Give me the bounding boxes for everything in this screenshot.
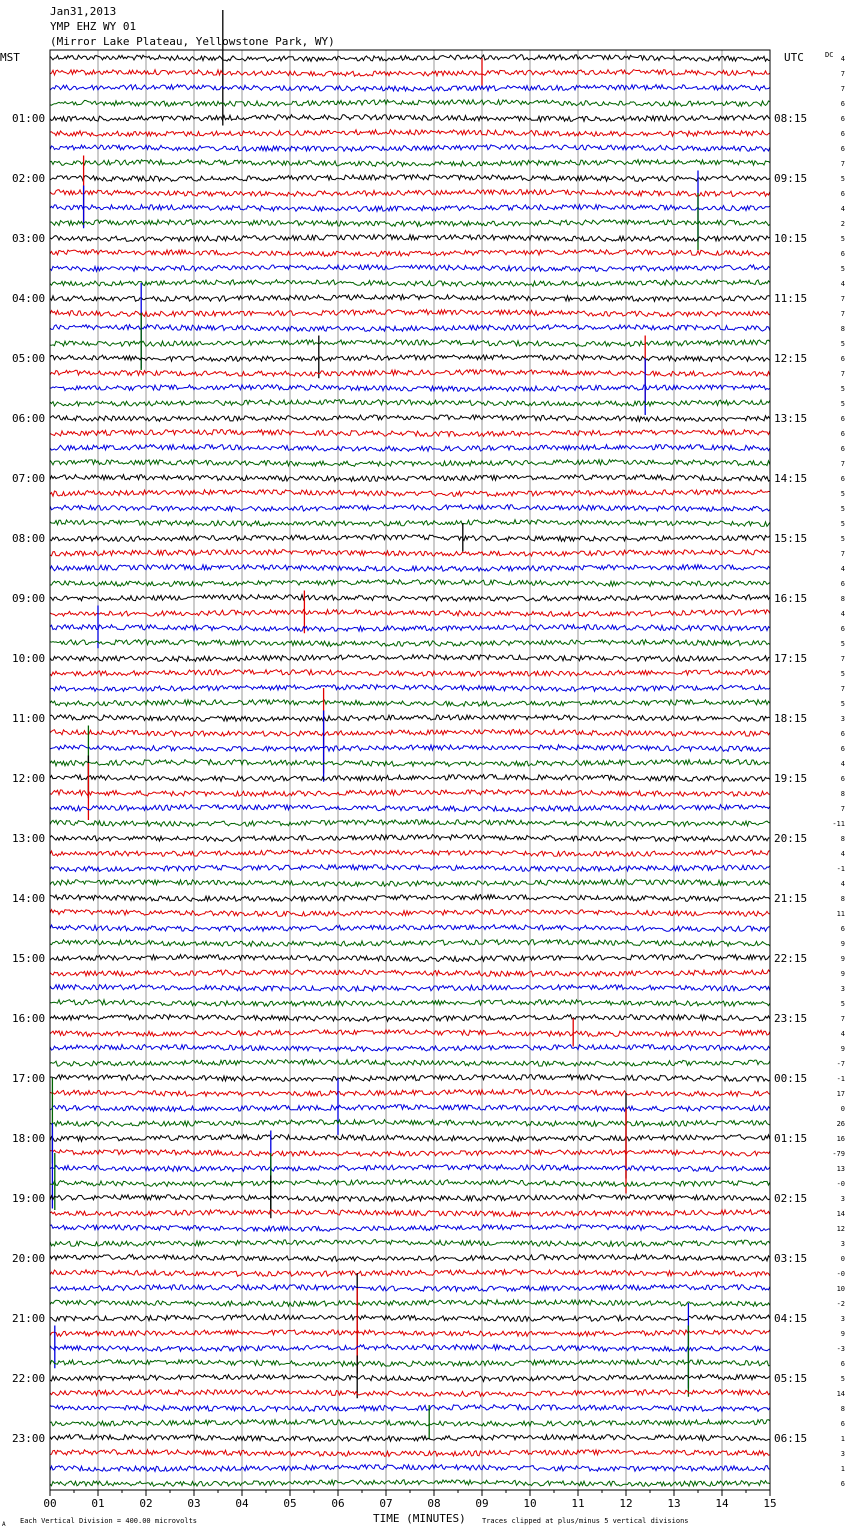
- trace-58: [50, 925, 770, 932]
- utc-hour-label: 03:15: [774, 1252, 808, 1265]
- trace-26: [50, 445, 770, 452]
- mst-hour-label: 13:00: [12, 832, 46, 845]
- utc-hour-label: 00:15: [774, 1072, 808, 1085]
- dc-offset-label: 5: [840, 1000, 845, 1008]
- dc-offset-label: 4: [840, 205, 845, 213]
- dc-offset-label: 6: [840, 745, 845, 753]
- dc-offset-label: 5: [840, 640, 845, 648]
- trace-80: [50, 1255, 770, 1262]
- mst-hour-label: 09:00: [12, 592, 46, 605]
- trace-8: [50, 175, 770, 182]
- trace-64: [50, 1015, 770, 1022]
- trace-12: [50, 235, 770, 242]
- dc-offset-label: 16: [836, 1135, 845, 1143]
- utc-hour-label: 09:15: [774, 172, 808, 185]
- trace-0: [50, 55, 770, 62]
- dc-offset-label: 6: [840, 625, 845, 633]
- dc-offset-label: 26: [836, 1120, 845, 1128]
- trace-42: [50, 685, 770, 692]
- dc-offset-label: 4: [840, 565, 845, 573]
- trace-46: [50, 745, 770, 752]
- trace-72: [50, 1135, 770, 1142]
- trace-35: [50, 580, 770, 587]
- dc-offset-label: 8: [840, 595, 845, 603]
- utc-hour-label: 08:15: [774, 112, 808, 125]
- trace-85: [50, 1330, 770, 1337]
- mst-hour-label: 01:00: [12, 112, 46, 125]
- trace-70: [50, 1105, 770, 1112]
- trace-90: [50, 1405, 770, 1412]
- mst-hour-label: 02:00: [12, 172, 46, 185]
- dc-offset-label: 6: [840, 1420, 845, 1428]
- trace-3: [50, 100, 770, 107]
- trace-24: [50, 415, 770, 421]
- trace-49: [50, 790, 770, 797]
- x-axis-label: TIME (MINUTES): [373, 1512, 466, 1525]
- dc-offset-label: 7: [840, 805, 845, 813]
- dc-offset-label: 6: [840, 415, 845, 423]
- trace-62: [50, 985, 770, 992]
- trace-28: [50, 475, 770, 482]
- dc-offset-label: 8: [840, 790, 845, 798]
- utc-hour-label: 02:15: [774, 1192, 808, 1205]
- trace-16: [50, 295, 770, 302]
- station-location: (Mirror Lake Plateau, Yellowstone Park, WY): [50, 35, 335, 48]
- dc-offset-label: 6: [840, 145, 845, 153]
- mst-hour-label: 20:00: [12, 1252, 46, 1265]
- dc-offset-label: 6: [840, 775, 845, 783]
- trace-61: [50, 970, 770, 976]
- trace-22: [50, 385, 770, 392]
- dc-offset-label: 6: [840, 475, 845, 483]
- trace-74: [50, 1165, 770, 1172]
- utc-hour-label: 11:15: [774, 292, 808, 305]
- trace-57: [50, 910, 770, 917]
- mst-hour-label: 19:00: [12, 1192, 46, 1205]
- trace-21: [50, 370, 770, 377]
- trace-88: [50, 1375, 770, 1382]
- record-date: Jan31,2013: [50, 5, 117, 18]
- trace-60: [50, 955, 770, 962]
- trace-63: [50, 1000, 770, 1007]
- dc-offset-label: 5: [840, 235, 845, 243]
- dc-offset-label: 7: [840, 685, 845, 693]
- trace-67: [50, 1060, 770, 1067]
- dc-offset-label: 4: [840, 280, 845, 288]
- dc-offset-label: -1: [836, 1075, 845, 1083]
- dc-offset-label: 10: [836, 1285, 845, 1293]
- x-tick-label: 07: [379, 1497, 393, 1510]
- x-tick-label: 10: [523, 1497, 537, 1510]
- dc-offset-label: 4: [840, 850, 845, 858]
- dc-offset-label: 4: [840, 1030, 845, 1038]
- dc-offset-label: 5: [840, 490, 845, 498]
- trace-34: [50, 565, 770, 572]
- dc-offset-label: 3: [840, 985, 845, 993]
- trace-32: [50, 535, 770, 542]
- trace-45: [50, 730, 770, 737]
- plot-frame: [50, 50, 770, 1490]
- footer-clip: Traces clipped at plus/minus 5 vertical divisions: [482, 1517, 689, 1525]
- dc-offset-label: -79: [832, 1150, 845, 1158]
- dc-offset-label: -1: [836, 865, 845, 873]
- dc-offset-label: -11: [832, 820, 845, 828]
- dc-offset-label: 6: [840, 445, 845, 453]
- footer-scale: Each Vertical Division = 400.00 microvolts: [20, 1517, 198, 1525]
- trace-5: [50, 130, 770, 137]
- dc-offset-label: 9: [840, 940, 845, 948]
- dc-offset-label: -3: [836, 1345, 845, 1353]
- dc-offset-label: 5: [840, 265, 845, 273]
- trace-83: [50, 1300, 770, 1307]
- trace-92: [50, 1435, 770, 1442]
- trace-59: [50, 940, 770, 947]
- trace-2: [50, 85, 770, 92]
- dc-offset-label: 5: [840, 385, 845, 393]
- utc-hour-label: 04:15: [774, 1312, 808, 1325]
- trace-39: [50, 640, 770, 647]
- dc-offset-label: 4: [840, 760, 845, 768]
- trace-41: [50, 670, 770, 677]
- trace-93: [50, 1450, 770, 1457]
- trace-79: [50, 1240, 770, 1247]
- trace-68: [50, 1075, 770, 1082]
- trace-4: [50, 115, 770, 122]
- trace-53: [50, 850, 770, 857]
- dc-offset-label: 8: [840, 835, 845, 843]
- utc-hour-label: 21:15: [774, 892, 808, 905]
- trace-25: [50, 430, 770, 437]
- trace-13: [50, 250, 770, 257]
- dc-offset-label: -0: [836, 1270, 845, 1278]
- mst-hour-label: 15:00: [12, 952, 46, 965]
- mst-hour-label: 16:00: [12, 1012, 46, 1025]
- mst-hour-label: 10:00: [12, 652, 46, 665]
- trace-44: [50, 715, 770, 722]
- left-axis-title: MST: [0, 51, 20, 64]
- utc-hour-label: 17:15: [774, 652, 808, 665]
- trace-36: [50, 595, 770, 602]
- dc-offset-label: 7: [840, 550, 845, 558]
- dc-offset-label: 4: [840, 880, 845, 888]
- mst-hour-label: 23:00: [12, 1432, 46, 1445]
- dc-offset-label: 9: [840, 1330, 845, 1338]
- dc-offset-label: 5: [840, 520, 845, 528]
- trace-47: [50, 760, 770, 767]
- utc-hour-label: 20:15: [774, 832, 808, 845]
- dc-offset-label: 11: [836, 910, 845, 918]
- trace-55: [50, 880, 770, 887]
- mst-hour-label: 21:00: [12, 1312, 46, 1325]
- utc-hour-label: 18:15: [774, 712, 808, 725]
- dc-offset-label: 6: [840, 1360, 845, 1368]
- trace-77: [50, 1210, 770, 1217]
- seismic-traces: [50, 10, 770, 1486]
- x-tick-label: 09: [475, 1497, 489, 1510]
- trace-6: [50, 145, 770, 152]
- trace-82: [50, 1285, 770, 1292]
- utc-hour-label: 22:15: [774, 952, 808, 965]
- trace-18: [50, 325, 770, 332]
- trace-14: [50, 265, 770, 272]
- dc-offset-label: 4: [840, 55, 845, 63]
- trace-87: [50, 1360, 770, 1367]
- dc-offset-label: 7: [840, 295, 845, 303]
- dc-offset-label: 6: [840, 925, 845, 933]
- dc-offset-label: 6: [840, 100, 845, 108]
- x-tick-label: 02: [139, 1497, 153, 1510]
- trace-84: [50, 1315, 770, 1322]
- dc-offset-label: 6: [840, 115, 845, 123]
- x-tick-label: 00: [43, 1497, 57, 1510]
- trace-15: [50, 280, 770, 287]
- trace-1: [50, 70, 770, 77]
- trace-29: [50, 490, 770, 497]
- station-code: YMP EHZ WY 01: [50, 20, 137, 33]
- utc-hour-label: 15:15: [774, 532, 808, 545]
- dc-offset-label: 7: [840, 1015, 845, 1023]
- mst-hour-label: 08:00: [12, 532, 46, 545]
- trace-65: [50, 1030, 770, 1037]
- dc-offset-label: 2: [840, 220, 845, 228]
- mst-hour-label: 07:00: [12, 472, 46, 485]
- trace-66: [50, 1045, 770, 1052]
- utc-hour-label: 10:15: [774, 232, 808, 245]
- utc-hour-label: 16:15: [774, 592, 808, 605]
- trace-40: [50, 655, 770, 662]
- x-tick-label: 12: [619, 1497, 633, 1510]
- dc-offset-label: 6: [840, 130, 845, 138]
- mst-hour-label: 22:00: [12, 1372, 46, 1385]
- dc-offset-label: 14: [836, 1390, 845, 1398]
- right-axis-title: UTC: [784, 51, 804, 64]
- trace-19: [50, 340, 770, 347]
- utc-hour-label: 23:15: [774, 1012, 808, 1025]
- trace-37: [50, 610, 770, 617]
- dc-offset-label: 7: [840, 70, 845, 78]
- dc-offset-label: 7: [840, 160, 845, 168]
- trace-51: [50, 820, 770, 827]
- dc-offset-label: 3: [840, 1450, 845, 1458]
- mst-hour-label: 05:00: [12, 352, 46, 365]
- trace-38: [50, 625, 770, 632]
- dc-offset-label: 7: [840, 370, 845, 378]
- trace-86: [50, 1345, 770, 1352]
- trace-95: [50, 1480, 770, 1487]
- dc-offset-label: 5: [840, 400, 845, 408]
- dc-offset-label: 13: [836, 1165, 845, 1173]
- dc-offset-label: 7: [840, 655, 845, 663]
- trace-76: [50, 1195, 770, 1202]
- trace-91: [50, 1420, 770, 1427]
- dc-offset-label: 4: [840, 610, 845, 618]
- x-tick-label: 15: [763, 1497, 777, 1510]
- dc-offset-label: 7: [840, 85, 845, 93]
- x-tick-label: 04: [235, 1497, 249, 1510]
- dc-offset-label: 1: [840, 1435, 845, 1443]
- dc-offset-label: 3: [840, 1315, 845, 1323]
- trace-52: [50, 835, 770, 842]
- x-tick-label: 13: [667, 1497, 681, 1510]
- trace-30: [50, 505, 770, 512]
- dc-offset-label: 5: [840, 670, 845, 678]
- dc-offset-label: 14: [836, 1210, 845, 1218]
- x-tick-label: 14: [715, 1497, 729, 1510]
- dc-offset-label: 5: [840, 505, 845, 513]
- dc-offset-label: -0: [836, 1180, 845, 1188]
- trace-75: [50, 1180, 770, 1187]
- dc-offset-label: 6: [840, 1480, 845, 1488]
- utc-hour-label: 14:15: [774, 472, 808, 485]
- dc-offset-label: 6: [840, 250, 845, 258]
- trace-56: [50, 895, 770, 902]
- dc-offset-label: -2: [836, 1300, 845, 1308]
- trace-78: [50, 1225, 770, 1232]
- axis-labels: [0, 51, 845, 1528]
- trace-11: [50, 220, 770, 227]
- footer-mark: A: [2, 1521, 6, 1528]
- trace-33: [50, 550, 770, 557]
- trace-27: [50, 460, 770, 467]
- mst-hour-label: 17:00: [12, 1072, 46, 1085]
- mst-hour-label: 18:00: [12, 1132, 46, 1145]
- dc-offset-label: 6: [840, 355, 845, 363]
- dc-offset-label: 5: [840, 1375, 845, 1383]
- dc-title: DC: [825, 51, 834, 59]
- trace-54: [50, 865, 770, 872]
- dc-offset-label: 6: [840, 190, 845, 198]
- dc-offset-label: -7: [836, 1060, 845, 1068]
- x-tick-label: 05: [283, 1497, 297, 1510]
- dc-offset-label: 8: [840, 1405, 845, 1413]
- dc-offset-label: 0: [840, 1255, 845, 1263]
- dc-offset-label: 9: [840, 970, 845, 978]
- dc-offset-label: 7: [840, 310, 845, 318]
- dc-offset-label: 5: [840, 700, 845, 708]
- trace-23: [50, 400, 770, 407]
- trace-17: [50, 310, 770, 317]
- dc-offset-label: 8: [840, 895, 845, 903]
- x-tick-label: 03: [187, 1497, 201, 1510]
- utc-hour-label: 12:15: [774, 352, 808, 365]
- trace-31: [50, 520, 770, 527]
- trace-69: [50, 1090, 770, 1097]
- utc-hour-label: 01:15: [774, 1132, 808, 1145]
- dc-offset-label: 6: [840, 580, 845, 588]
- dc-offset-label: 3: [840, 1240, 845, 1248]
- trace-73: [50, 1150, 770, 1157]
- utc-hour-label: 19:15: [774, 772, 808, 785]
- trace-20: [50, 355, 770, 361]
- trace-50: [50, 805, 770, 812]
- utc-hour-label: 05:15: [774, 1372, 808, 1385]
- dc-offset-label: 0: [840, 1105, 845, 1113]
- trace-7: [50, 160, 770, 167]
- dc-offset-label: 1: [840, 1465, 845, 1473]
- trace-81: [50, 1270, 770, 1277]
- trace-89: [50, 1390, 770, 1397]
- mst-hour-label: 12:00: [12, 772, 46, 785]
- x-tick-label: 01: [91, 1497, 105, 1510]
- mst-hour-label: 04:00: [12, 292, 46, 305]
- x-tick-label: 11: [571, 1497, 585, 1510]
- trace-10: [50, 205, 770, 212]
- trace-71: [50, 1120, 770, 1127]
- dc-offset-label: 12: [836, 1225, 845, 1233]
- mst-hour-label: 14:00: [12, 892, 46, 905]
- trace-48: [50, 775, 770, 782]
- utc-hour-label: 13:15: [774, 412, 808, 425]
- dc-offset-label: 7: [840, 460, 845, 468]
- dc-offset-label: 3: [840, 1195, 845, 1203]
- dc-offset-label: 5: [840, 340, 845, 348]
- dc-offset-label: 5: [840, 535, 845, 543]
- trace-9: [50, 190, 770, 197]
- mst-hour-label: 11:00: [12, 712, 46, 725]
- dc-offset-label: 9: [840, 1045, 845, 1053]
- dc-offset-label: 9: [840, 955, 845, 963]
- trace-43: [50, 700, 770, 707]
- mst-hour-label: 06:00: [12, 412, 46, 425]
- dc-offset-label: 3: [840, 715, 845, 723]
- dc-offset-label: 6: [840, 730, 845, 738]
- x-tick-label: 08: [427, 1497, 441, 1510]
- dc-offset-label: 5: [840, 175, 845, 183]
- dc-offset-label: 17: [836, 1090, 845, 1098]
- x-tick-label: 06: [331, 1497, 345, 1510]
- dc-offset-label: 6: [840, 430, 845, 438]
- trace-94: [50, 1465, 770, 1472]
- mst-hour-label: 03:00: [12, 232, 46, 245]
- utc-hour-label: 06:15: [774, 1432, 808, 1445]
- dc-offset-label: 8: [840, 325, 845, 333]
